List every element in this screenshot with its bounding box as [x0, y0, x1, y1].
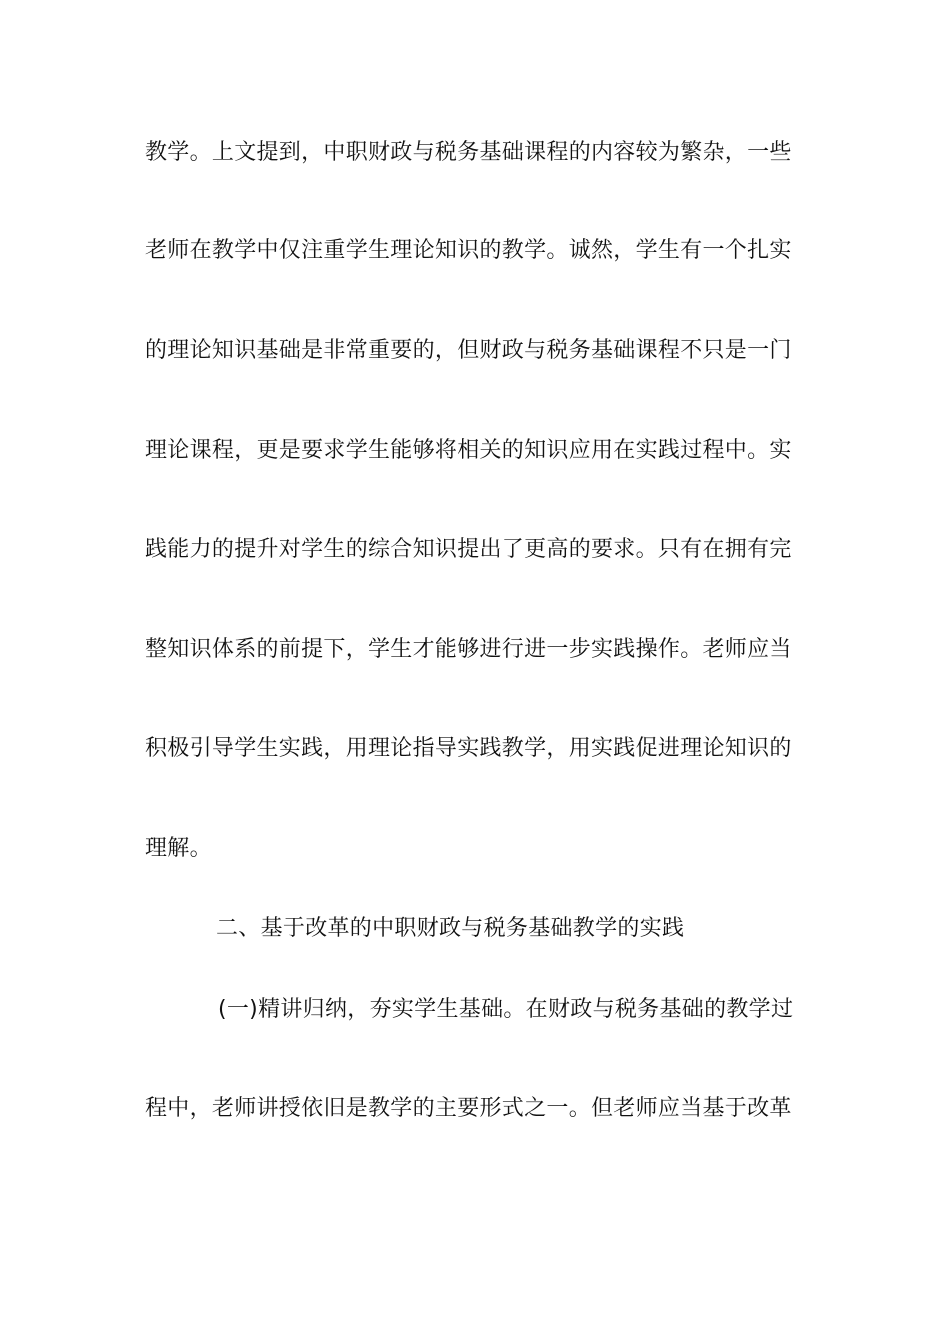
paragraph-line-2: 老师在教学中仅注重学生理论知识的教学。诚然，学生有一个扎实 — [145, 238, 792, 263]
section-heading: 二、基于改革的中职财政与税务基础教学的实践 — [216, 916, 685, 941]
paragraph-line-1: 教学。上文提到，中职财政与税务基础课程的内容较为繁杂，一些 — [145, 140, 792, 165]
paragraph-final-line: 程中，老师讲授依旧是教学的主要形式之一。但老师应当基于改革 — [145, 1096, 792, 1121]
paragraph-line-7: 积极引导学生实践，用理论指导实践教学，用实践促进理论知识的 — [145, 736, 792, 761]
paragraph-line-6: 整知识体系的前提下，学生才能够进行进一步实践操作。老师应当 — [145, 637, 792, 662]
paragraph-line-3: 的理论知识基础是非常重要的，但财政与税务基础课程不只是一门 — [145, 338, 792, 363]
paragraph-line-4: 理论课程，更是要求学生能够将相关的知识应用在实践过程中。实 — [145, 438, 792, 463]
subsection-line: (一)精讲归纳，夯实学生基础。在财政与税务基础的教学过 — [218, 997, 794, 1022]
paragraph-line-5: 践能力的提升对学生的综合知识提出了更高的要求。只有在拥有完 — [145, 537, 792, 562]
paragraph-line-8: 理解。 — [145, 836, 212, 861]
